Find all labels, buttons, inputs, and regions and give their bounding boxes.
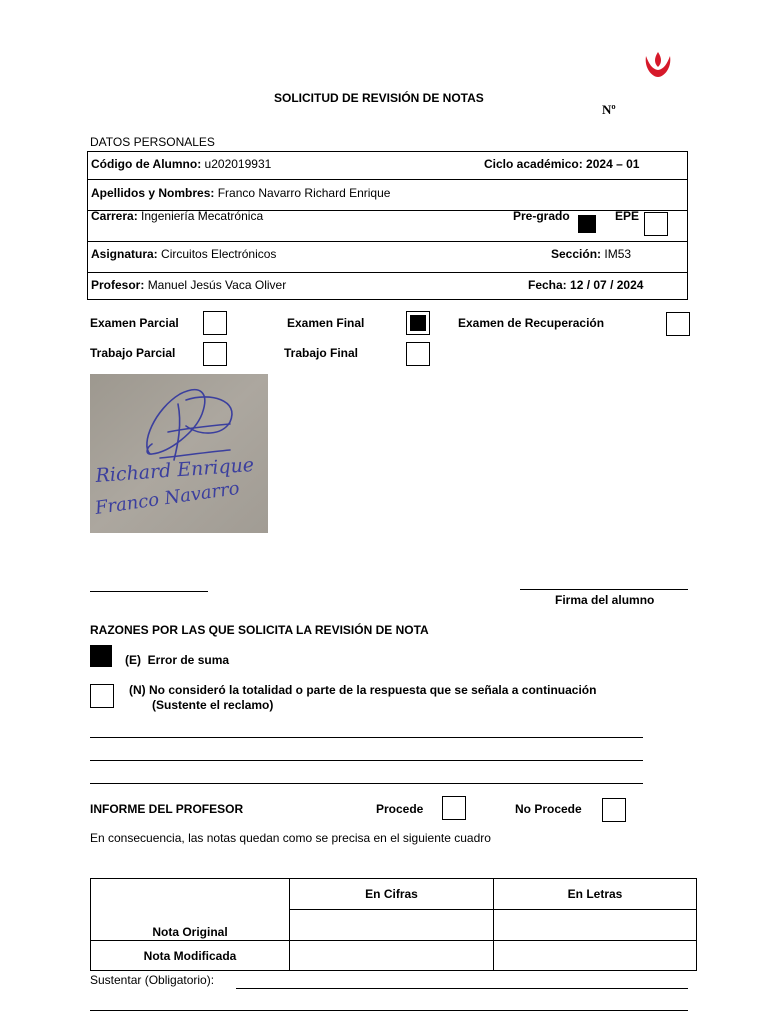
- trabajo-parcial-checkbox[interactable]: [203, 342, 227, 366]
- subject-label: Asignatura:: [91, 247, 158, 261]
- reasons-heading: RAZONES POR LAS QUE SOLICITA LA REVISIÓN DE NOTA: [90, 623, 429, 637]
- date-label: Fecha:: [528, 278, 567, 292]
- nota-modificada-label: Nota Modificada: [91, 941, 290, 971]
- sustentar-line-1: [236, 988, 688, 989]
- professor-label: Profesor:: [91, 278, 145, 292]
- nota-modificada-cifras-cell[interactable]: [290, 941, 494, 971]
- signature-label: Firma del alumno: [555, 593, 655, 607]
- student-code-value: u202019931: [204, 157, 272, 171]
- epe-label: EPE: [615, 209, 640, 223]
- reason-line-1: [90, 737, 643, 738]
- request-number-label: Nº: [602, 102, 616, 117]
- career-row: [91, 209, 263, 223]
- nota-original-label: Nota Original: [152, 925, 228, 939]
- epe-checkbox[interactable]: [644, 212, 668, 236]
- student-signature-image: [90, 374, 268, 533]
- reason-n-subtext: (Sustente el reclamo): [152, 698, 274, 712]
- professor-row: [91, 278, 286, 292]
- pregrado-checkbox[interactable]: [578, 215, 596, 233]
- names-label: Apellidos y Nombres:: [91, 186, 215, 200]
- student-code-row: [91, 157, 271, 171]
- grades-table-corner: [91, 879, 290, 941]
- student-code-label: Código de Alumno:: [91, 157, 202, 171]
- names-value: Franco Navarro Richard Enrique: [217, 186, 391, 200]
- col-en-cifras: En Cifras: [290, 879, 494, 910]
- cycle-label: Ciclo académico:: [484, 157, 583, 171]
- professor-value: Manuel Jesús Vaca Oliver: [147, 278, 287, 292]
- cycle-row: [484, 157, 639, 171]
- examen-final-label: Examen Final: [287, 316, 365, 330]
- pregrado-label: Pre-grado: [513, 209, 570, 223]
- nota-original-letras-cell[interactable]: [494, 910, 697, 941]
- subject-value: Circuitos Electrónicos: [161, 247, 277, 261]
- nota-original-cifras-cell[interactable]: [290, 910, 494, 941]
- examen-final-checkbox[interactable]: [406, 311, 430, 335]
- section-row: [551, 247, 631, 261]
- section-code-value: IM53: [604, 247, 632, 261]
- no-procede-checkbox[interactable]: [602, 798, 626, 822]
- reason-n-checkbox[interactable]: [90, 684, 114, 708]
- career-label: Carrera:: [91, 209, 138, 223]
- signature-handwritten-name-line1: Richard Enrique: [94, 453, 255, 487]
- section-code-label: Sección:: [551, 247, 602, 261]
- consequence-text: En consecuencia, las notas quedan como se precisa en el siguiente cuadro: [90, 831, 491, 845]
- date-value: 12 / 07 / 2024: [570, 278, 644, 292]
- date-row: [528, 278, 643, 292]
- no-procede-label: No Procede: [515, 802, 582, 816]
- trabajo-parcial-label: Trabajo Parcial: [90, 346, 176, 360]
- examen-parcial-checkbox[interactable]: [203, 311, 227, 335]
- reason-e-text: Error de suma: [147, 653, 230, 667]
- reason-line-2: [90, 760, 643, 761]
- sustentar-label: Sustentar (Obligatorio):: [90, 973, 215, 987]
- career-value: Ingeniería Mecatrónica: [141, 209, 264, 223]
- personal-data-heading: DATOS PERSONALES: [90, 135, 215, 149]
- nota-modificada-letras-cell[interactable]: [494, 941, 697, 971]
- professor-report-heading: INFORME DEL PROFESOR: [90, 802, 244, 816]
- reason-e-checkbox[interactable]: [90, 645, 112, 667]
- university-logo-icon: [640, 50, 676, 80]
- reason-e-row: [125, 653, 229, 667]
- examen-parcial-label: Examen Parcial: [90, 316, 179, 330]
- reason-line-3: [90, 783, 643, 784]
- subject-row: [91, 247, 276, 261]
- cycle-value: 2024 – 01: [586, 157, 640, 171]
- procede-label: Procede: [376, 802, 424, 816]
- trabajo-final-label: Trabajo Final: [284, 346, 359, 360]
- reason-e-code: (E): [125, 653, 141, 667]
- trabajo-final-checkbox[interactable]: [406, 342, 430, 366]
- signature-line-left: [90, 591, 208, 592]
- page-title: SOLICITUD DE REVISIÓN DE NOTAS: [274, 91, 484, 105]
- signature-line-right: [520, 589, 688, 590]
- grades-table: [90, 878, 697, 971]
- examen-recuperacion-checkbox[interactable]: [666, 312, 690, 336]
- names-row: [91, 186, 390, 200]
- procede-checkbox[interactable]: [442, 796, 466, 820]
- sustentar-line-2: [90, 1010, 688, 1011]
- col-en-letras: En Letras: [494, 879, 697, 910]
- reason-n-text: (N) No consideró la totalidad o parte de la respuesta que se señala a continuación: [129, 683, 597, 697]
- examen-recuperacion-label: Examen de Recuperación: [458, 316, 605, 330]
- signature-handwritten-name-line2: Franco Navarro: [93, 477, 241, 519]
